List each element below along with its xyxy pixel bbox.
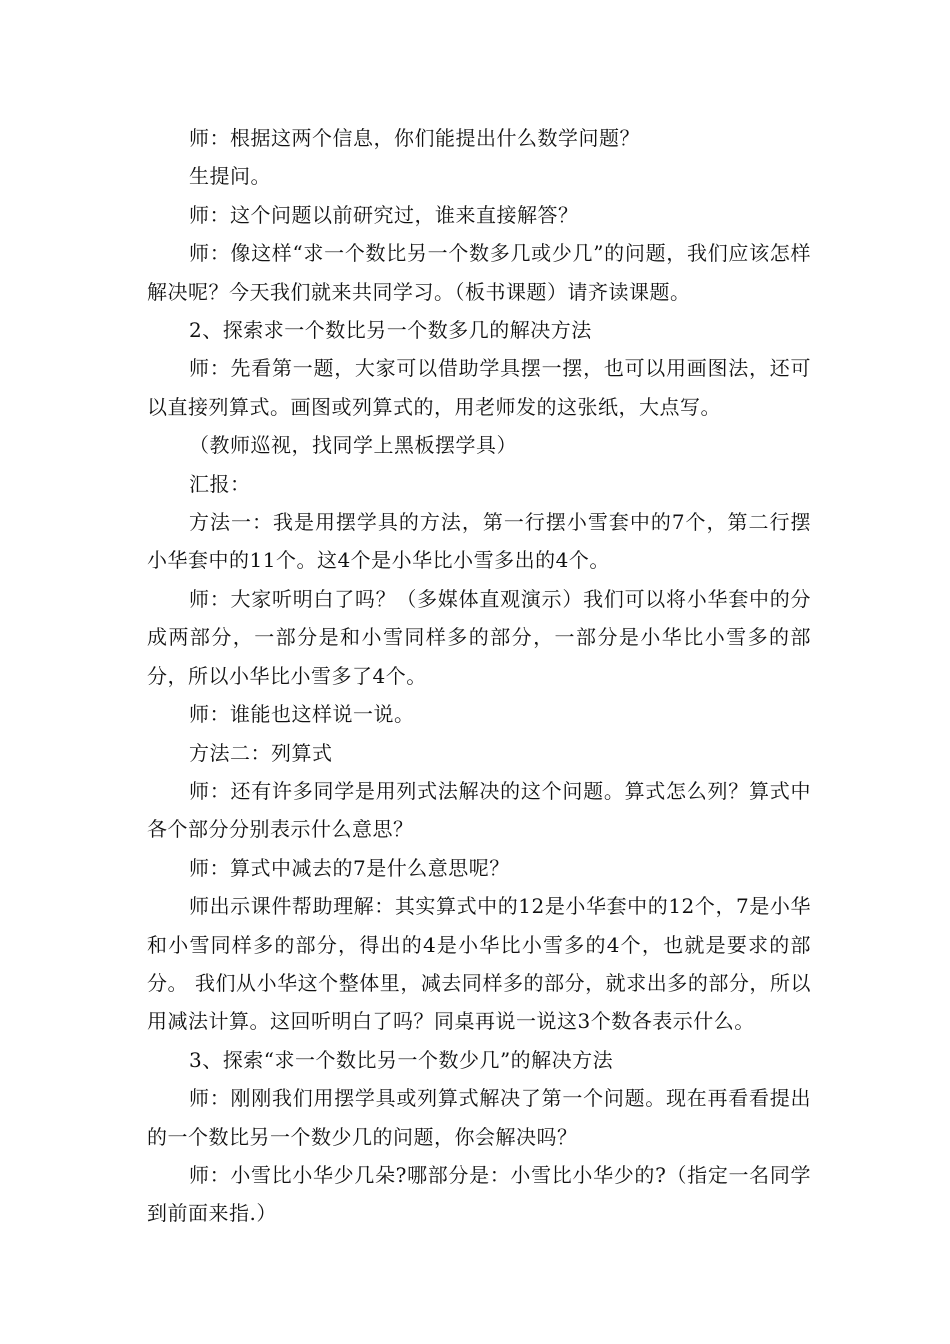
paragraph: 汇报： (189, 471, 251, 496)
paragraph: 方法二：列算式 (189, 740, 333, 765)
paragraph: 师出示课件帮助理解：其实算式中的12是小华套中的12个，7是小华和小雪同样多的部分，得出的4是小华比小雪多的4个，也就是要求的部分。 我们从小华这个整体里，减去同样多的部分，就求出多的部分，所以用减法计算。这回听明白了吗？同桌再说一说这3个数各表示什么。 (147, 894, 811, 1034)
document-body (147, 119, 811, 1233)
paragraph: 生提问。 (189, 164, 271, 189)
paragraph: 师：先看第一题，大家可以借助学具摆一摆，也可以用画图法，还可以直接列算式。画图或列算式的，用老师发的这张纸，大点写。 (147, 356, 811, 419)
paragraph: 师：还有许多同学是用列式法解决的这个问题。算式怎么列？算式中各个部分分别表示什么意思？ (147, 778, 811, 842)
paragraph: 师：刚刚我们用摆学具或列算式解决了第一个问题。现在再看看提出的一个数比另一个数少几的问题，你会解决吗？ (147, 1086, 811, 1149)
section-heading: 2、探索求一个数比另一个数多几的解决方法 (189, 318, 592, 343)
paragraph: 师：大家听明白了吗？（多媒体直观演示）我们可以将小华套中的分成两部分，一部分是和小雪同样多的部分，一部分是小华比小雪多的部分，所以小华比小雪多了4个。 (147, 586, 811, 688)
paragraph: 师：像这样“求一个数比另一个数多几或少几”的问题，我们应该怎样解决呢？今天我们就来共同学习。（板书课题）请齐读课题。 (147, 241, 811, 304)
paragraph: 师：这个问题以前研究过，谁来直接解答？ (189, 202, 579, 227)
paragraph: 方法一：我是用摆学具的方法，第一行摆小雪套中的7个，第二行摆小华套中的11个。这4个是小华比小雪多出的4个。 (147, 510, 811, 573)
paragraph: （教师巡视，找同学上黑板摆学具） (189, 433, 517, 458)
paragraph: 师：谁能也这样说一说。 (189, 702, 415, 727)
paragraph: 师：小雪比小华少几朵?哪部分是：小雪比小华少的?（指定一名同学到前面来指.） (147, 1162, 811, 1226)
paragraph: 师：算式中减去的7是什么意思呢？ (189, 855, 510, 880)
paragraph: 师：根据这两个信息，你们能提出什么数学问题？ (189, 126, 640, 150)
section-heading: 3、探索“求一个数比另一个数少几”的解决方法 (189, 1047, 614, 1072)
